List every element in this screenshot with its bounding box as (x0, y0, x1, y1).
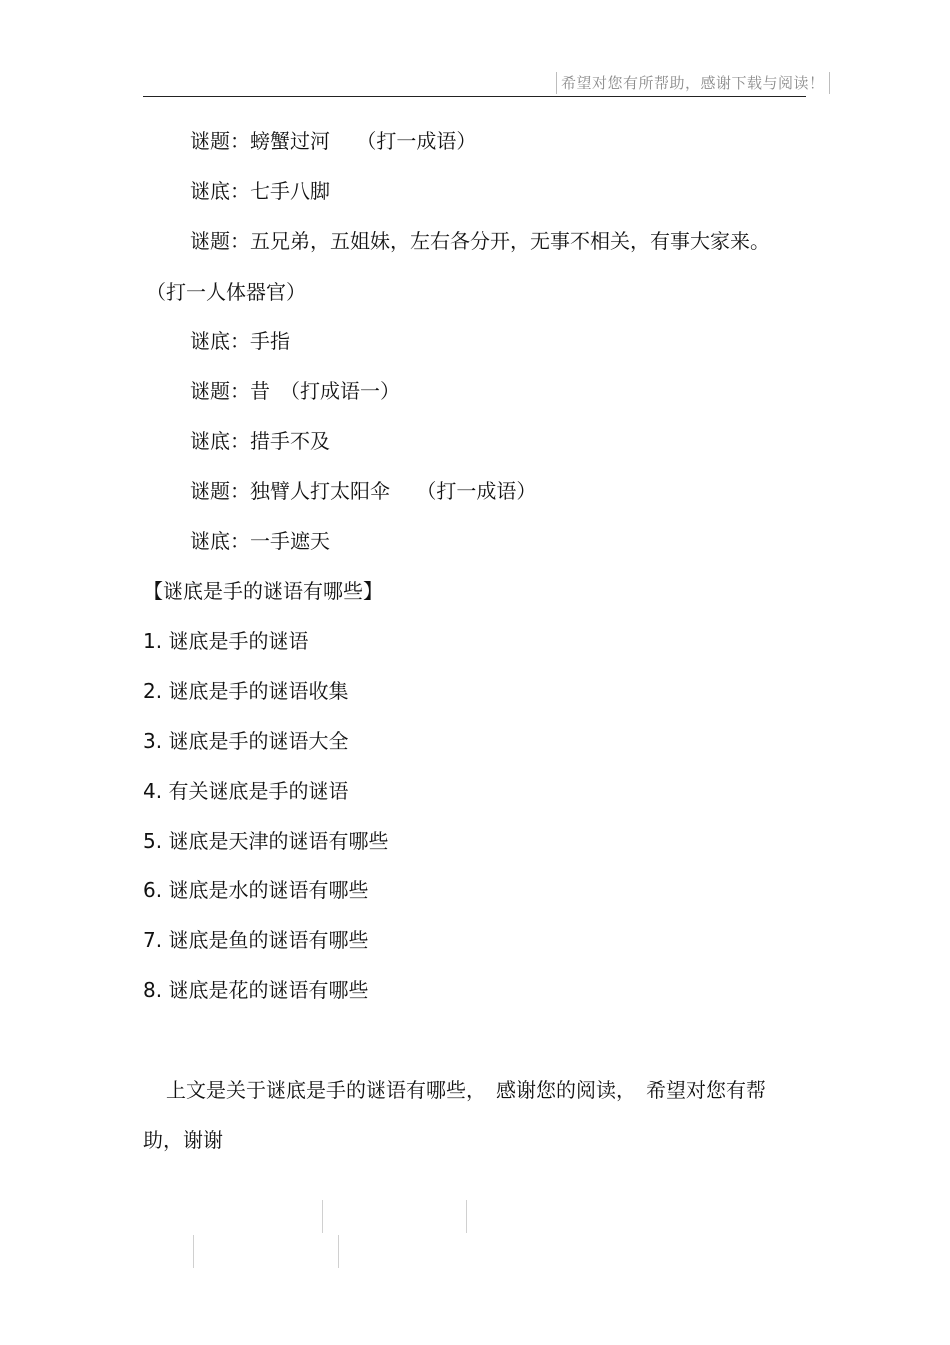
related-link[interactable]: 2. 谜底是手的谜语收集 (143, 679, 349, 703)
riddle-2-question-continued: （打一人体器官） (146, 280, 306, 304)
riddle-1-question: 谜题：螃蟹过河 （打一成语） (190, 129, 477, 153)
related-link[interactable]: 5. 谜底是天津的谜语有哪些 (143, 829, 389, 853)
riddle-3-question: 谜题：昔 （打成语一） (190, 379, 400, 403)
riddle-2-answer: 谜底：手指 (190, 329, 290, 353)
riddle-4-question: 谜题：独臂人打太阳伞 （打一成语） (190, 479, 537, 503)
related-link[interactable]: 1. 谜底是手的谜语 (143, 629, 309, 653)
closing-paragraph-line-1: 上文是关于谜底是手的谜语有哪些， 感谢您的阅读， 希望对您有帮 (166, 1078, 766, 1102)
riddle-2-question: 谜题：五兄弟，五姐妹，左右各分开，无事不相关，有事大家来。 (190, 229, 770, 253)
riddle-1-answer: 谜底：七手八脚 (190, 179, 330, 203)
related-link[interactable]: 7. 谜底是鱼的谜语有哪些 (143, 928, 369, 952)
header-watermark: 希望对您有所帮助，感谢下载与阅读！ (556, 72, 830, 94)
related-link[interactable]: 4. 有关谜底是手的谜语 (143, 779, 349, 803)
decorative-rule (193, 1235, 194, 1268)
riddle-4-answer: 谜底：一手遮天 (190, 529, 330, 553)
related-link[interactable]: 8. 谜底是花的谜语有哪些 (143, 978, 369, 1002)
related-link[interactable]: 3. 谜底是手的谜语大全 (143, 729, 349, 753)
section-title: 【谜底是手的谜语有哪些】 (143, 579, 383, 603)
header-divider (143, 96, 806, 97)
closing-paragraph-line-2: 助，谢谢 (143, 1128, 223, 1152)
related-link[interactable]: 6. 谜底是水的谜语有哪些 (143, 878, 369, 902)
riddle-3-answer: 谜底：措手不及 (190, 429, 330, 453)
decorative-rule (466, 1200, 467, 1233)
decorative-rule (322, 1200, 323, 1233)
decorative-rule (338, 1235, 339, 1268)
